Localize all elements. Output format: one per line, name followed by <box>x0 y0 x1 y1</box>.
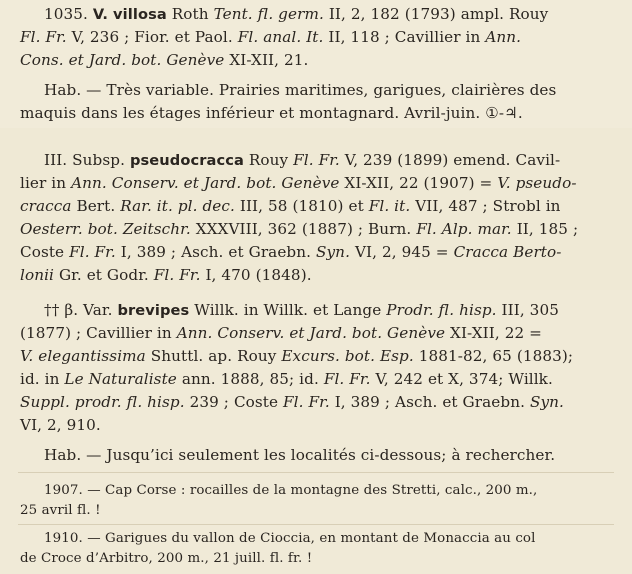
locality-1910-b: de Croce d’Arbitro, 200 m., 21 juill. fl. fr. ! <box>20 551 313 566</box>
pseudocracca-line-4 <box>20 220 578 238</box>
reference: 239 ; Coste <box>189 393 279 411</box>
work-title: Ann. Conserv. et Jard. bot. Genève <box>176 324 446 342</box>
reference: XI-XII, 21. <box>229 51 309 69</box>
synonym: lonii <box>20 266 54 284</box>
species-name: villosa <box>113 6 167 23</box>
reference: V, 239 (1899) emend. Cavil- <box>344 151 561 169</box>
brevipes-line-5 <box>20 393 564 411</box>
reference: I, 470 (1848). <box>205 266 312 284</box>
villosa-line-2 <box>20 28 521 46</box>
work-title: Rar. it. pl. dec. <box>120 197 235 215</box>
pseudocracca-line-6 <box>20 266 312 284</box>
author: Gr. et Godr. <box>58 266 149 284</box>
reference: III, 305 <box>501 301 559 319</box>
author: Rouy <box>248 151 289 169</box>
work-title: Fl. Fr. <box>323 370 371 388</box>
brevipes-line-4 <box>20 370 553 388</box>
synonym: V. elegantissima <box>20 347 146 365</box>
work-title: Fl. Fr. <box>153 266 201 284</box>
pseudocracca-line-2 <box>20 174 577 192</box>
reference: I, 389 ; Asch. et Graebn. <box>120 243 312 261</box>
work-title: Syn. <box>316 243 350 261</box>
work-title: Ann. Conserv. et Jard. bot. Genève <box>71 174 340 192</box>
author: Willk. in Willk. et Lange <box>194 301 382 319</box>
work-title: Le Naturaliste <box>64 370 177 388</box>
genus-abbrev: V. <box>92 6 109 23</box>
work-title: Fl. Alp. mar. <box>416 220 512 238</box>
work-title: Fl. anal. It. <box>237 28 324 46</box>
brevipes-habitat: Hab. — Jusqu’ici seulement les localités ci-dessous; à rechercher. <box>44 446 556 464</box>
reference: V, 236 ; Fior. et Paol. <box>71 28 233 46</box>
work-title: Tent. fl. germ. <box>213 5 324 23</box>
locality-1907-a: 1907. — Cap Corse : rocailles de la montagne des Stretti, calc., 200 m., <box>44 483 538 498</box>
text: lier in <box>20 174 67 192</box>
brevipes-line-6: VI, 2, 910. <box>20 416 101 434</box>
synonym: cracca <box>20 197 72 215</box>
villosa-habitat-1: Hab. — Très variable. Prairies maritimes, garigues, clairières des <box>44 81 557 99</box>
reference: I, 389 ; Asch. et Graebn. <box>334 393 526 411</box>
entry-number: 1035. <box>44 5 88 23</box>
subspecies-name: pseudocracca <box>129 152 244 169</box>
brevipes-line-3 <box>20 347 573 365</box>
divider <box>18 524 614 525</box>
author: Coste <box>20 243 65 261</box>
reference: V, 242 et X, 374; Willk. <box>375 370 553 388</box>
reference: XXXVIII, 362 (1887) ; Burn. <box>195 220 412 238</box>
reference: II, 118 ; Cavillier in <box>328 28 481 46</box>
work-title: Prodr. fl. hisp. <box>386 301 497 319</box>
reference: III, 58 (1810) et <box>239 197 364 215</box>
work-title: Syn. <box>529 393 564 411</box>
work-title: Suppl. prodr. fl. hisp. <box>20 393 185 411</box>
reference: (1877) ; Cavillier in <box>20 324 172 342</box>
rank: III. Subsp. <box>44 151 126 169</box>
brevipes-line-1 <box>44 301 559 320</box>
villosa-line-3 <box>20 51 308 69</box>
rank: †† β. Var. <box>44 301 113 319</box>
reference: 1881-82, 65 (1883); <box>418 347 574 365</box>
work-title: Fl. it. <box>368 197 411 215</box>
reference: II, 2, 182 (1793) ampl. Rouy <box>328 5 549 23</box>
divider <box>18 472 614 473</box>
work-title: Fl. Fr. <box>69 243 116 261</box>
reference: II, 185 ; <box>516 220 579 238</box>
villosa-line-1 <box>44 5 548 24</box>
author: Shuttl. ap. Rouy <box>150 347 277 365</box>
work-title: Fl. Fr. <box>283 393 330 411</box>
pseudocracca-line-5 <box>20 243 561 261</box>
author: Roth <box>171 5 209 23</box>
synonym: V. pseudo- <box>497 174 577 192</box>
reference: ann. 1888, 85; id. <box>181 370 319 388</box>
variety-name: brevipes <box>117 302 190 319</box>
work-title: Excurs. bot. Esp. <box>281 347 414 365</box>
reference: VII, 487 ; Strobl in <box>415 197 561 215</box>
pseudocracca-line-1 <box>44 151 560 170</box>
reference: XI-XII, 22 (1907) = <box>344 174 493 192</box>
work-title: Oesterr. bot. Zeitschr. <box>20 220 191 238</box>
locality-1910-a: 1910. — Garigues du vallon de Cioccia, en montant de Monaccia au col <box>44 531 536 546</box>
villosa-habitat-2: maquis dans les étages inférieur et montagnard. Avril-juin. ①-♃. <box>20 104 523 122</box>
reference: XI-XII, 22 = <box>450 324 542 342</box>
work-title: Cons. et Jard. bot. Genève <box>20 51 225 69</box>
work-title: Ann. <box>485 28 522 46</box>
work-title: Fl. Fr. <box>293 151 340 169</box>
pseudocracca-line-3 <box>20 197 561 215</box>
author: Bert. <box>76 197 116 215</box>
synonym: Cracca Berto- <box>453 243 562 261</box>
text: id. in <box>20 370 60 388</box>
reference: VI, 2, 945 = <box>354 243 449 261</box>
locality-1907-b: 25 avril fl. ! <box>20 503 101 518</box>
work-title: Fl. Fr. <box>20 28 67 46</box>
brevipes-line-2 <box>20 324 542 342</box>
